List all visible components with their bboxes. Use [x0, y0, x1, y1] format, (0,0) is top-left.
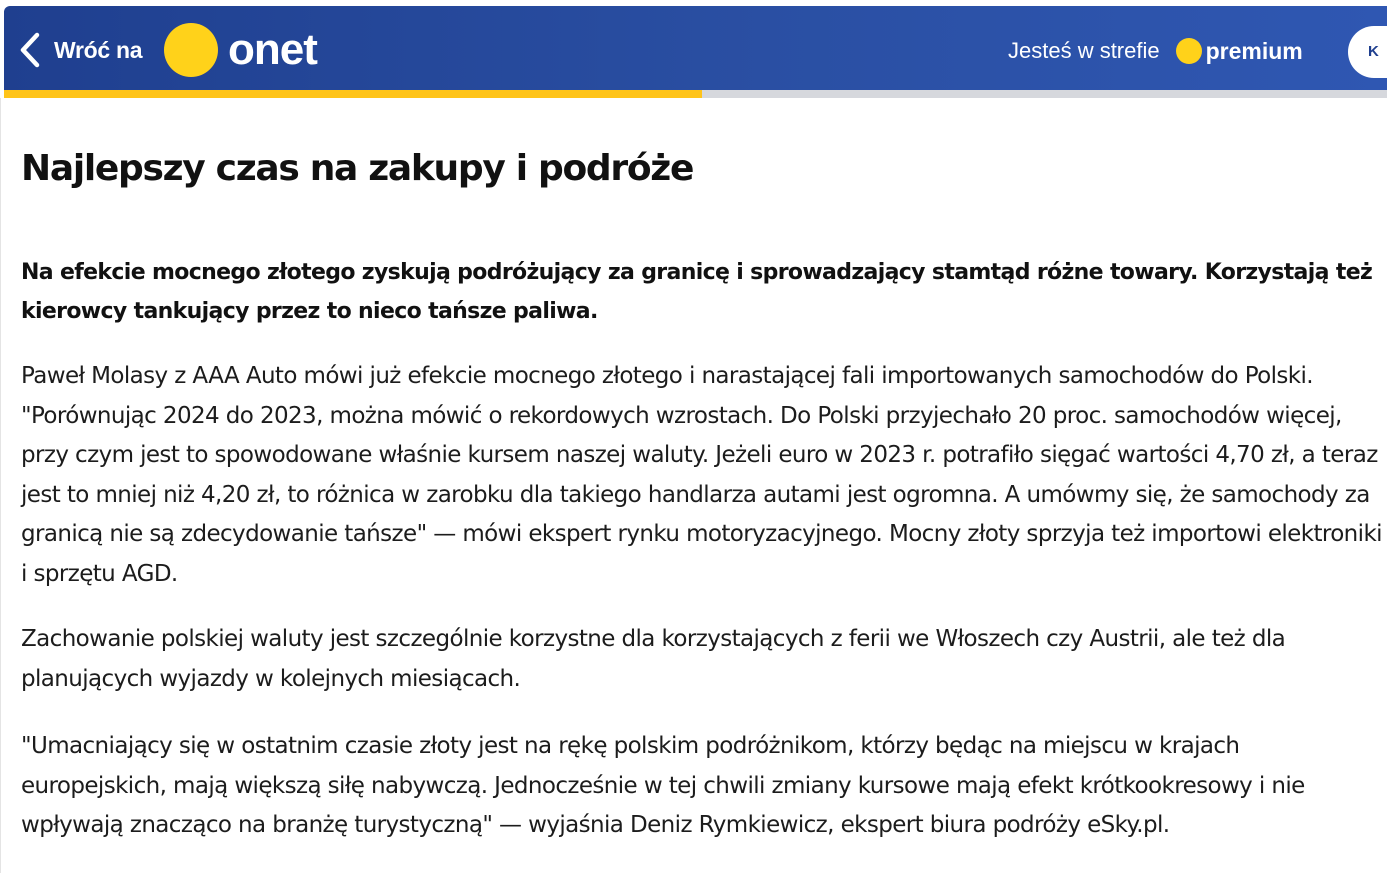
article-body — [0, 98, 1387, 873]
article-paragraph: Zachowanie polskiej waluty jest szczególnie korzystne dla korzystających z ferii we Włoszech czy Austrii, ale też dla planujących wyjazdy w kolejnych miesiącach. — [21, 626, 1286, 692]
premium-label: premium — [1205, 37, 1303, 64]
onet-dot-icon — [164, 23, 218, 77]
reading-progress-bar — [4, 90, 1387, 98]
account-button[interactable]: K — [1348, 26, 1387, 78]
zone-label: Jesteś w strefie — [1008, 38, 1160, 63]
article-lead: Na efekcie mocnego złotego zyskują podróżujący za granicę i sprowadzający stamtąd różne towary. Korzystają też kierowcy tankujący przez to nieco tańsze paliwa. — [21, 260, 1373, 324]
reading-progress-fill — [4, 90, 702, 98]
onet-logo[interactable] — [164, 20, 317, 80]
back-to-onet-link[interactable] — [18, 30, 142, 70]
back-label: Wróć na — [54, 36, 143, 63]
premium-zone-label — [1008, 34, 1303, 68]
chevron-left-icon — [18, 31, 42, 69]
section-heading: Najlepszy czas na zakupy i podróże — [21, 148, 694, 189]
top-bar — [4, 6, 1387, 90]
article-paragraph: Paweł Molasy z AAA Auto mówi już efekcie mocnego złotego i narastającej fali importowanych samochodów do Polski. "Porównując 2024 do 2023, można mówić o rekordowych wzrostach. Do Polski przyjechało 20 proc. samochodów więcej, przy czym jest to spowodowane właśnie kursem naszej waluty. Jeżeli euro w 2023 r. potrafiło sięgać wartości 4,70 zł, a teraz jest to mniej niż 4,20 zł, to różnica w zarobku dla takiego handlarza autami jest ogromna. A umówmy się, że samochody za granicą nie są zdecydowanie tańsze" — mówi ekspert rynku motoryzacyjnego. Mocny złoty sprzyja też importowi elektroniki i sprzętu AGD. — [21, 363, 1382, 587]
article-paragraph: "Umacniający się w ostatnim czasie złoty jest na rękę polskim podróżnikom, którzy będąc na miejscu w krajach europejskich, mają większą siłę nabywczą. Jednocześnie w tej chwili zmiany kursowe mają efekt krótkookresowy i nie wpływają znacząco na branżę turystyczną" — wyjaśnia Deniz Rymkiewicz, ekspert biura podróży eSky.pl. — [21, 733, 1305, 838]
premium-dot-icon — [1176, 38, 1202, 64]
logo-text: onet — [228, 25, 317, 74]
